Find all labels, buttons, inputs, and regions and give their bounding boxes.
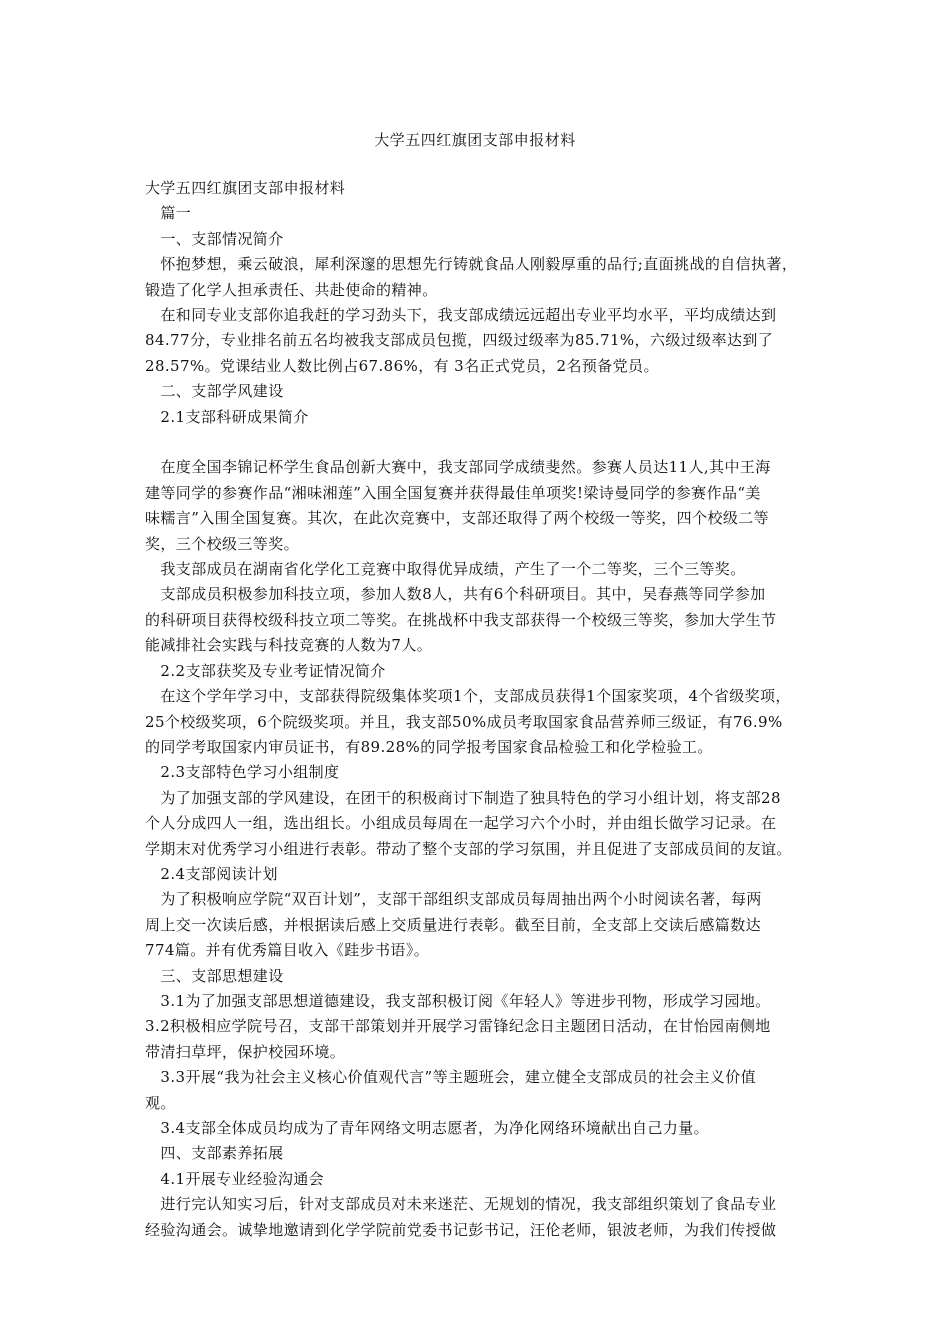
text-line: 774篇。并有优秀篇目收入《跬步书语》。 — [145, 941, 430, 960]
text-line — [145, 430, 825, 455]
text-line: 3.3开展“我为社会主义核心价值观代言”等主题班会，建立健全支部成员的社会主义价值 — [145, 1068, 756, 1087]
text-line: 2.4支部阅读计划 — [145, 864, 278, 883]
text-line: 大学五四红旗团支部申报材料 — [145, 179, 346, 197]
text-line: 在这个学年学习中，支部获得院级集体奖项1个，支部成员获得1个国家奖项，4个省级奖项， — [145, 687, 791, 706]
document-body — [145, 176, 825, 1243]
text-line: 2.1支部科研成果简介 — [145, 407, 309, 426]
text-line: 四、支部素养拓展 — [145, 1144, 284, 1163]
text-line: 奖，三个校级三等奖。 — [145, 534, 300, 553]
text-line: 3.4支部全体成员均成为了青年网络文明志愿者，为净化网络环境献出自己力量。 — [145, 1119, 710, 1138]
text-line: 观。 — [145, 1093, 176, 1112]
text-line: 25个校级奖项，6个院级奖项。并且，我支部50%成员考取国家食品营养师三级证，有76.9% — [145, 712, 783, 731]
text-line: 2.3支部特色学习小组制度 — [145, 763, 340, 782]
text-line: 的科研项目获得校级科技立项二等奖。在挑战杯中我支部获得一个校级三等奖，参加大学生节 — [145, 610, 777, 629]
text-line: 4.1开展专业经验沟通会 — [145, 1169, 325, 1188]
text-line: 3.1为了加强支部思想道德建设，我支部积极订阅《年轻人》等进步刊物，形成学习园地。 — [145, 991, 771, 1010]
text-line: 周上交一次读后感，并根据读后感上交质量进行表彰。截至目前，全支部上交读后感篇数达 — [145, 915, 762, 934]
text-line: 建等同学的参赛作品“湘味湘莲”入围全国复赛并获得最佳单项奖!梁诗曼同学的参赛作品“美 — [145, 483, 761, 502]
text-line: 能减排社会实践与科技竞赛的人数为7人。 — [145, 636, 433, 655]
document-title: 大学五四红旗团支部申报材料 — [374, 131, 576, 149]
text-line: 2.2支部获奖及专业考证情况简介 — [145, 661, 386, 680]
text-line: 为了加强支部的学风建设，在团干的积极商讨下制造了独具特色的学习小组计划，将支部28 — [145, 788, 781, 807]
text-line: 在度全国李锦记杯学生食品创新大赛中，我支部同学成绩斐然。参赛人员达11人,其中王海 — [145, 458, 771, 477]
text-line: 为了积极响应学院“双百计划”，支部干部组织支部成员每周抽出两个小时阅读名著，每两 — [145, 890, 762, 909]
text-line: 篇一 — [145, 204, 192, 223]
text-line: 我支部成员在湖南省化学化工竞赛中取得优异成绩，产生了一个二等奖，三个三等奖。 — [145, 560, 746, 579]
text-line: 进行完认知实习后，针对支部成员对未来迷茫、无规划的情况，我支部组织策划了食品专业 — [145, 1195, 777, 1214]
text-line: 味糯言”入围全国复赛。其次，在此次竞赛中，支部还取得了两个校级一等奖，四个校级二等 — [145, 509, 770, 528]
text-line: 经验沟通会。诚挚地邀请到化学学院前党委书记彭书记，汪伦老师，银波老师，为我们传授做 — [145, 1220, 777, 1239]
text-line: 怀抱梦想，乘云破浪，犀利深邃的思想先行铸就食品人刚毅厚重的品行;直面挑战的自信执著， — [145, 255, 798, 274]
text-line: 个人分成四人一组，选出组长。小组成员每周在一起学习六个小时，并由组长做学习记录。在 — [145, 814, 777, 833]
text-line: 支部成员积极参加科技立项，参加人数8人，共有6个科研项目。其中，吴春燕等同学参加 — [145, 585, 766, 604]
text-line: 三、支部思想建设 — [145, 966, 284, 985]
text-line: 在和同专业支部你追我赶的学习劲头下，我支部成绩远远超出专业平均水平，平均成绩达到 — [145, 306, 777, 325]
text-line: 一、支部情况简介 — [145, 229, 284, 248]
text-line: 锻造了化学人担承责任、共赴使命的精神。 — [145, 280, 438, 299]
text-line: 带清扫草坪，保护校园环境。 — [145, 1042, 346, 1061]
text-line: 的同学考取国家内审员证书，有89.28%的同学报考国家食品检验工和化学检验工。 — [145, 737, 713, 756]
text-line: 学期末对优秀学习小组进行表彰。带动了整个支部的学习氛围，并且促进了支部成员间的友谊。 — [145, 839, 792, 858]
text-line: 28.57%。党课结业人数比例占67.86%，有 3名正式党员，2名预备党员。 — [145, 356, 659, 375]
text-line: 3.2积极相应学院号召，支部干部策划并开展学习雷锋纪念日主题团日活动，在甘怡园南侧地 — [145, 1017, 771, 1036]
text-line: 84.77分，专业排名前五名均被我支部成员包揽，四级过级率为85.71%，六级过级率达到了 — [145, 331, 774, 350]
text-line: 二、支部学风建设 — [145, 382, 284, 401]
